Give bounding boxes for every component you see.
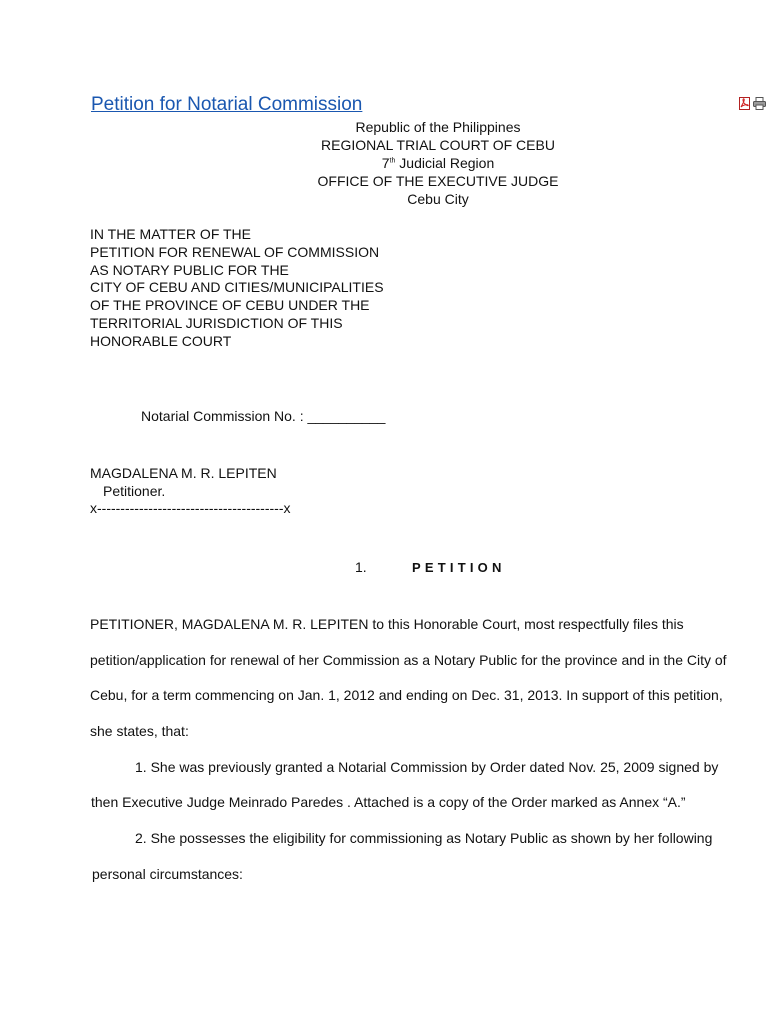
body-line: personal circumstances: <box>92 866 243 882</box>
printer-icon[interactable] <box>753 97 766 110</box>
header-republic: Republic of the Philippines <box>355 119 521 135</box>
section-number: 1. <box>355 559 367 575</box>
pdf-icon[interactable] <box>738 97 751 110</box>
header-region: 7th Judicial Region <box>381 155 495 171</box>
section-heading <box>355 559 506 575</box>
body-line: then Executive Judge Meinrado Paredes . Attached is a copy of the Order marked as Annex “A.” <box>91 794 686 810</box>
court-header <box>0 118 768 208</box>
petitioner-block <box>90 465 290 518</box>
body-line: she states, that: <box>90 723 189 739</box>
petitioner-role: Petitioner. <box>103 482 166 499</box>
caption-line: AS NOTARY PUBLIC FOR THE <box>90 261 289 278</box>
document-title-link[interactable]: Petition for Notarial Commission <box>91 94 363 115</box>
header-city: Cebu City <box>407 191 469 207</box>
commission-number-line: Notarial Commission No. : __________ <box>141 408 386 424</box>
petitioner-name: MAGDALENA M. R. LEPITEN <box>90 465 277 481</box>
body-line: petition/application for renewal of her Commission as a Notary Public for the province and in the City of <box>90 651 727 668</box>
document-toolbar <box>738 97 766 110</box>
header-court: REGIONAL TRIAL COURT OF CEBU <box>321 137 555 153</box>
region-ordinal-suffix: th <box>389 157 396 165</box>
section-title: PETITION <box>412 560 506 575</box>
caption-line: CITY OF CEBU AND CITIES/MUNICIPALITIES <box>90 279 384 296</box>
caption-line: HONORABLE COURT <box>90 332 232 349</box>
case-caption <box>90 226 384 351</box>
body-line: 1. She was previously granted a Notarial Commission by Order dated Nov. 25, 2009 signed by <box>135 758 719 775</box>
caption-line: TERRITORIAL JURISDICTION OF THIS <box>90 314 343 331</box>
caption-line: IN THE MATTER OF THE <box>90 226 252 242</box>
caption-line: PETITION FOR RENEWAL OF COMMISSION <box>90 243 380 260</box>
caption-line: OF THE PROVINCE OF CEBU UNDER THE <box>90 297 370 314</box>
body-line: 2. She possesses the eligibility for commissioning as Notary Public as shown by her following <box>135 830 713 846</box>
body-line: PETITIONER, MAGDALENA M. R. LEPITEN to this Honorable Court, most respectfully files this <box>90 616 684 632</box>
caption-separator: x----------------------------------------x <box>90 500 291 516</box>
body-line: Cebu, for a term commencing on Jan. 1, 2012 and ending on Dec. 31, 2013. In support of this petition, <box>90 687 723 703</box>
header-office: OFFICE OF THE EXECUTIVE JUDGE <box>317 173 559 189</box>
